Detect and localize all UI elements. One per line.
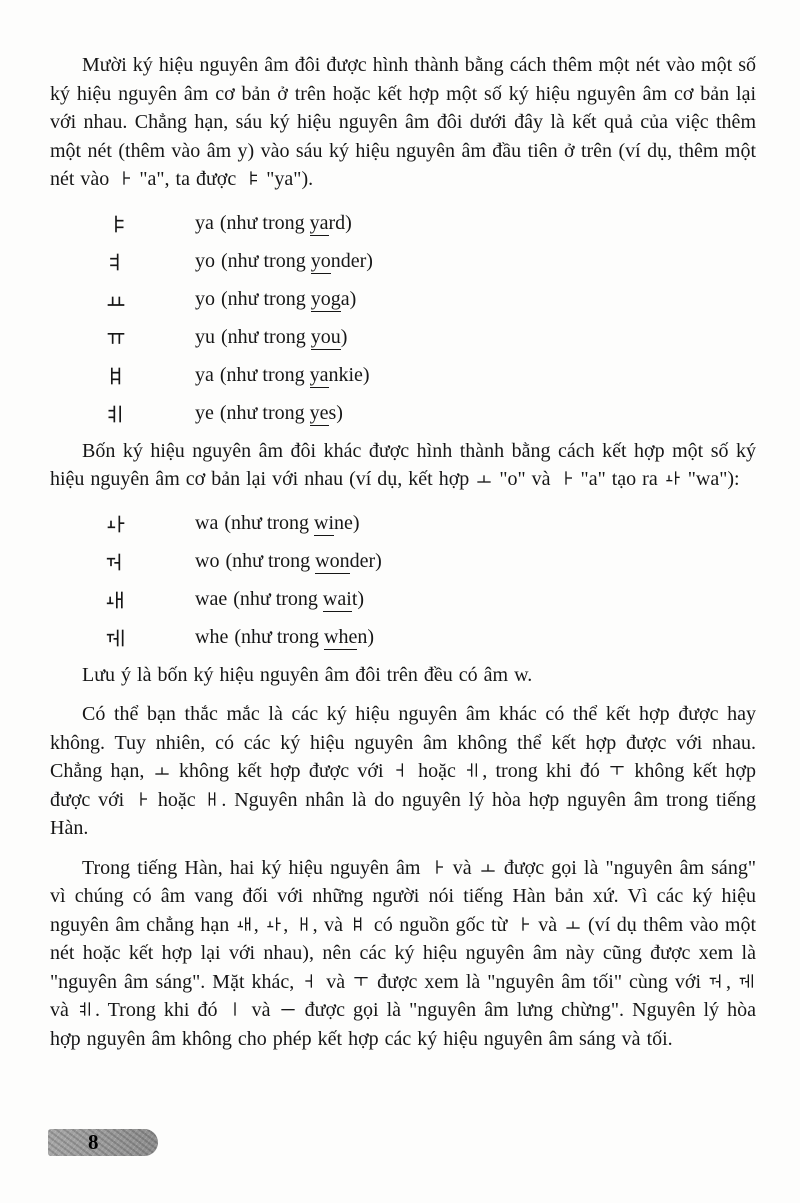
hangul-jamo-a-icon — [558, 469, 574, 487]
hangul-vowel-icon — [105, 365, 195, 387]
hangul-jamo-o-icon — [154, 761, 170, 779]
vowel-pronunciation: whe (như trong when) — [195, 626, 375, 648]
hangul-jamo-wo-icon — [709, 972, 725, 990]
hangul-jamo-eo-icon — [393, 761, 409, 779]
vowel-row — [50, 281, 756, 319]
hangul-jamo-wae-icon — [106, 589, 126, 611]
hangul-vowel-icon — [105, 627, 195, 649]
vowel-pronunciation: yo (như trong yonder) — [195, 250, 373, 272]
page-content — [50, 51, 756, 1064]
hangul-jamo-yeo-icon — [106, 251, 126, 273]
hangul-jamo-i-icon — [227, 1000, 243, 1018]
hangul-jamo-u-icon — [353, 972, 369, 990]
hangul-jamo-ye-icon — [78, 1000, 94, 1018]
hangul-jamo-we-icon — [106, 627, 126, 649]
hangul-jamo-wae-icon — [237, 915, 253, 933]
hangul-jamo-ae-icon — [296, 915, 312, 933]
hangul-jamo-wa-icon — [665, 469, 681, 487]
vowel-row — [50, 581, 756, 619]
hangul-jamo-o-icon — [476, 469, 492, 487]
hangul-jamo-e-icon — [465, 761, 481, 779]
vowel-row — [50, 395, 756, 433]
hangul-jamo-ya-icon — [243, 169, 259, 187]
hangul-vowel-icon — [105, 513, 195, 535]
vowel-pronunciation: ya (như trong yankie) — [195, 364, 370, 386]
hangul-jamo-yo-icon — [106, 289, 126, 311]
vowel-pronunciation: yo (như trong yoga) — [195, 288, 357, 310]
w-diphthong-list — [50, 505, 756, 657]
hangul-jamo-wa-icon — [266, 915, 282, 933]
hangul-jamo-a-icon — [429, 858, 445, 876]
hangul-jamo-u-icon — [609, 761, 625, 779]
vowel-pronunciation: ya (như trong yard) — [195, 212, 352, 234]
vowel-pronunciation: wae (như trong wait) — [195, 588, 365, 610]
vowel-pronunciation: ye (như trong yes) — [195, 402, 343, 424]
paragraph-note: Lưu ý là bốn ký hiệu nguyên âm đôi trên đều có âm w. — [82, 663, 533, 686]
hangul-jamo-wo-icon — [106, 551, 126, 573]
vowel-row — [50, 619, 756, 657]
vowel-row — [50, 543, 756, 581]
hangul-jamo-we-icon — [739, 972, 755, 990]
hangul-vowel-icon — [105, 327, 195, 349]
hangul-vowel-icon — [105, 551, 195, 573]
hangul-jamo-ya-icon — [106, 213, 126, 235]
vowel-row — [50, 205, 756, 243]
hangul-vowel-icon — [105, 213, 195, 235]
hangul-jamo-ye-icon — [106, 403, 126, 425]
hangul-jamo-wa-icon — [106, 513, 126, 535]
paragraph-intro: Mười ký hiệu nguyên âm đôi được hình thành bằng cách thêm một nét vào một số ký hiệu nguyên âm cơ bản ở trên hoặc kết hợp một số ký hiệu nguyên âm cơ bản lại với nhau. Chẳng hạn, sáu ký hiệu nguyên âm đôi dưới đây là kết quả của việc thêm một nét (thêm vào âm y) vào sáu ký hiệu nguyên âm đầu tiên ở trên (ví dụ, thêm một nét vào "a", ta được "ya"). — [50, 54, 756, 190]
hangul-jamo-eu-icon — [280, 1000, 296, 1018]
vowel-row — [50, 319, 756, 357]
hangul-jamo-yu-icon — [106, 327, 126, 349]
vowel-pronunciation: wa (như trong wine) — [195, 512, 360, 534]
vowel-row — [50, 357, 756, 395]
hangul-vowel-icon — [105, 589, 195, 611]
hangul-jamo-yae-icon — [106, 365, 126, 387]
vowel-pronunciation: wo (như trong wonder) — [195, 550, 382, 572]
hangul-jamo-a-icon — [133, 790, 149, 808]
hangul-jamo-o-icon — [565, 915, 581, 933]
page-number: 8 — [88, 1130, 99, 1154]
hangul-jamo-eo-icon — [302, 972, 318, 990]
paragraph-combine: Bốn ký hiệu nguyên âm đôi khác được hình thành bằng cách kết hợp một số ký hiệu nguyên âm cơ bản lại với nhau (ví dụ, kết hợp "o" và "a" tạo ra "wa"): — [50, 439, 756, 490]
vowel-row — [50, 243, 756, 281]
hangul-jamo-o-icon — [480, 858, 496, 876]
hangul-jamo-ae-icon — [204, 790, 220, 808]
hangul-vowel-icon — [105, 403, 195, 425]
vowel-row — [50, 505, 756, 543]
paragraph-bright-dark: Trong tiếng Hàn, hai ký hiệu nguyên âm và được gọi là "nguyên âm sáng" vì chúng có âm vang đối với những người nói tiếng Hàn bản xứ. Vì các ký hiệu nguyên âm chẳng hạn , , , và có nguồn gốc từ và (ví dụ thêm vào một nét hoặc kết hợp lại với nhau), nên các ký hiệu nguyên âm này cũng được xem là "nguyên âm sáng". Mặt khác, và được xem là "nguyên âm tối" cùng với , và . Trong khi đó và được gọi là "nguyên âm lưng chừng". Nguyên lý hòa hợp nguyên âm không cho phép kết hợp các ký hiệu nguyên âm sáng và tối. — [50, 856, 757, 1050]
hangul-jamo-a-icon — [515, 915, 531, 933]
page-number-badge — [48, 1129, 158, 1156]
y-diphthong-list — [50, 205, 756, 433]
paragraph-harmony-question: Có thể bạn thắc mắc là các ký hiệu nguyên âm khác có thể kết hợp được hay không. Tuy nhiên, có các ký hiệu nguyên âm không thể kết hợp được với nhau. Chẳng hạn, không kết hợp được với hoặc , trong khi đó không kết hợp được với hoặc . Nguyên nhân là do nguyên lý hòa hợp nguyên âm trong tiếng Hàn. — [50, 703, 757, 839]
vowel-pronunciation: yu (như trong you) — [195, 326, 348, 348]
hangul-vowel-icon — [105, 251, 195, 273]
hangul-vowel-icon — [105, 289, 195, 311]
hangul-jamo-a-icon — [116, 169, 132, 187]
hangul-jamo-yae-icon — [350, 915, 366, 933]
